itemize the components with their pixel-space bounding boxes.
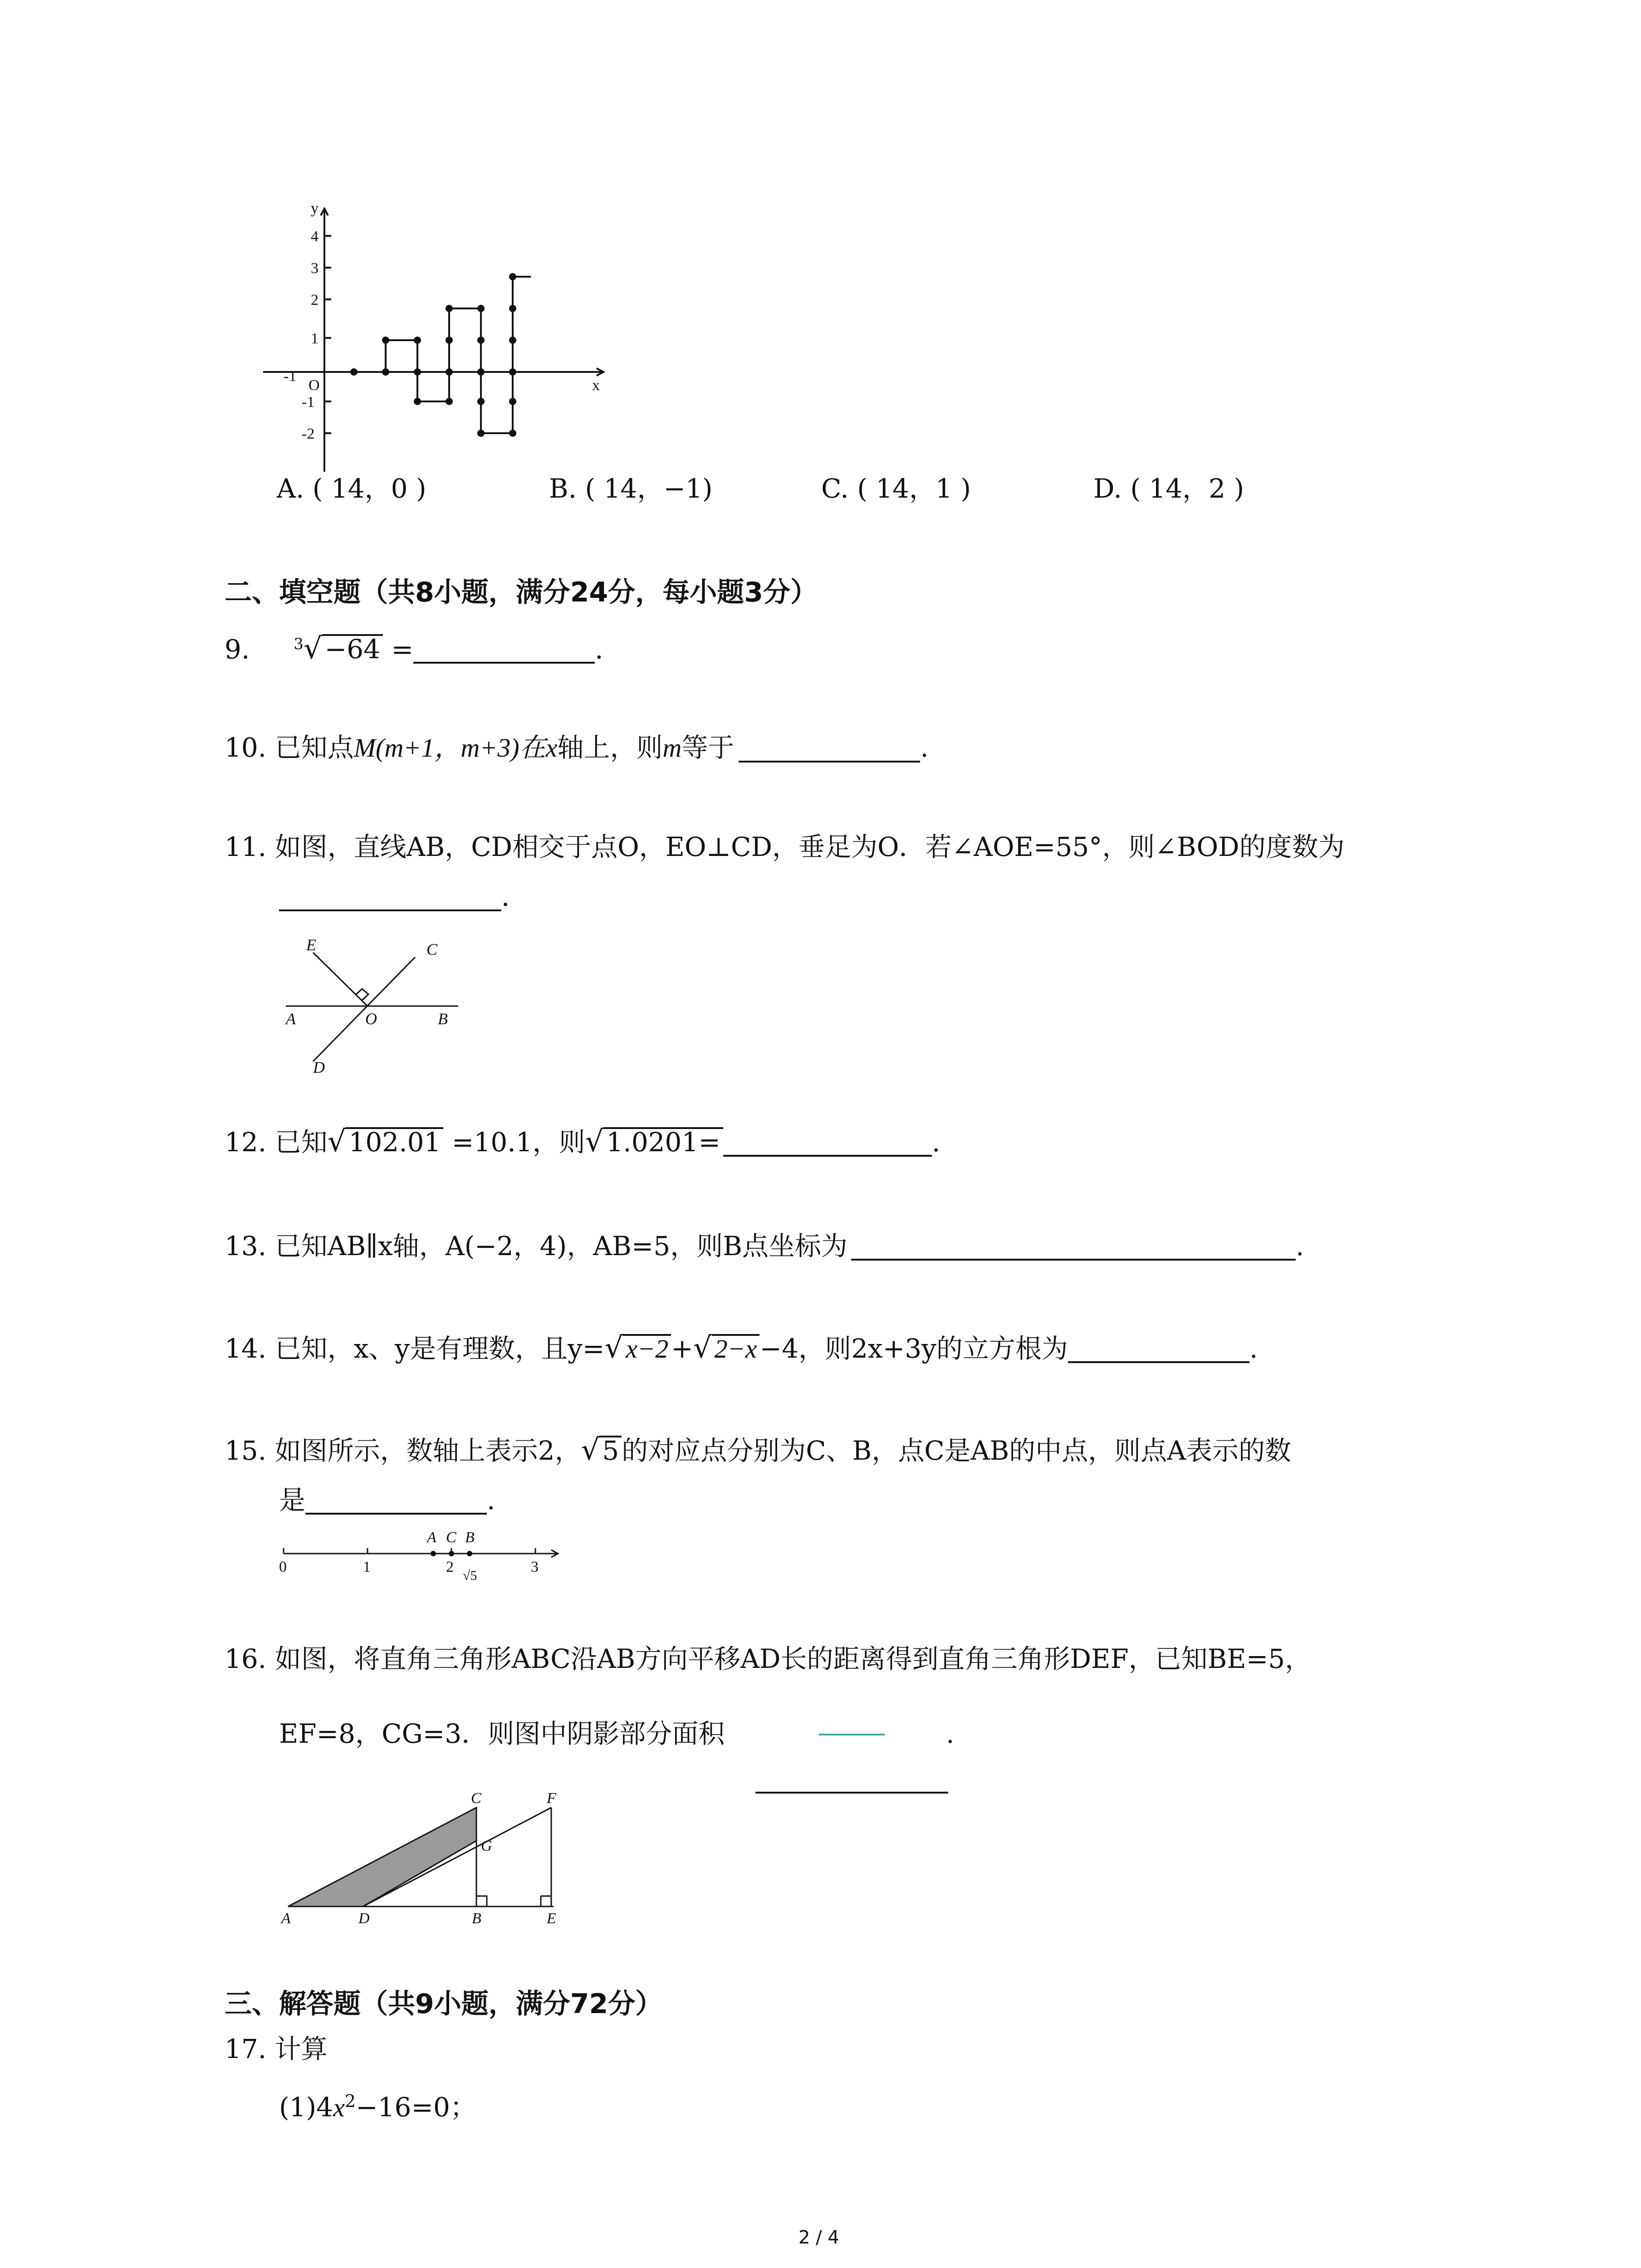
q16-end-mark: . — [946, 1718, 955, 1749]
text: =10.1，则 — [443, 1127, 585, 1158]
tick-label: 2 — [446, 1559, 454, 1575]
radicand: 5 — [599, 1436, 622, 1464]
answer-blank[interactable] — [755, 1792, 948, 1794]
end-mark: ． — [501, 881, 528, 912]
text: 如图所示，数轴上表示2， — [274, 1435, 581, 1466]
answer-blank[interactable] — [1068, 1337, 1249, 1363]
plus: + — [671, 1333, 693, 1364]
point-label: B — [465, 1529, 475, 1546]
var: x — [545, 733, 558, 763]
section-2-title: 二、填空题（共8小题，满分24分，每小题3分） — [225, 577, 818, 608]
section-3-title: 三、解答题（共9小题，满分72分） — [225, 1988, 663, 2020]
label-d: D — [313, 1058, 325, 1075]
answer-blank[interactable] — [413, 637, 595, 664]
text: 等于 — [681, 732, 735, 763]
question-16 — [225, 1644, 1311, 1673]
question-text: 已知AB∥x轴，A(−2，4)，AB=5，则B点坐标为 — [274, 1231, 847, 1261]
label-a: A — [286, 1010, 296, 1028]
question-text: 计算 — [274, 2033, 328, 2064]
radicand: 1.0201= — [603, 1127, 723, 1155]
q8-option-d — [1093, 474, 1244, 503]
radical-sign: √ — [585, 1125, 604, 1158]
question-9 — [225, 630, 603, 664]
text: 已知 — [274, 1127, 328, 1158]
question-text: EF=8，CG=3．则图中阴影部分面积 — [279, 1718, 725, 1749]
q8-option-a — [277, 474, 426, 503]
label-a: A — [281, 1910, 291, 1927]
label-o: O — [365, 1010, 377, 1028]
question-11-line2 — [279, 882, 528, 911]
label-b: B — [472, 1910, 481, 1927]
radical-sign: √ — [303, 632, 322, 666]
point-label: A — [427, 1529, 436, 1546]
label-b: B — [438, 1010, 448, 1028]
origin-label: O — [309, 377, 320, 394]
label-c: C — [426, 940, 438, 958]
y-tick: -2 — [302, 425, 315, 442]
exponent: 2 — [344, 2091, 356, 2111]
end-mark: . — [595, 634, 603, 665]
point-label: C — [446, 1529, 456, 1546]
radical-sign: √ — [604, 1331, 623, 1365]
option-letter: B. — [549, 473, 577, 504]
q8-option-c — [821, 474, 971, 503]
option-letter: A. — [277, 473, 304, 504]
answer-blank[interactable] — [739, 736, 920, 763]
text: 已知点 — [274, 732, 354, 763]
neg-x-tick: -1 — [284, 368, 297, 385]
tick-label: 0 — [279, 1559, 287, 1575]
question-11 — [225, 832, 1345, 861]
end-mark: . — [1249, 1333, 1258, 1364]
text: (1)4 — [279, 2092, 333, 2123]
label-e: E — [547, 1910, 556, 1927]
question-12 — [225, 1127, 940, 1157]
end-mark: . — [920, 732, 929, 763]
text: 是 — [279, 1485, 306, 1515]
answer-blank[interactable] — [851, 1234, 1296, 1261]
question-number: 9. — [225, 634, 250, 665]
question-number: 14. — [225, 1333, 267, 1364]
tick-label: 1 — [363, 1559, 371, 1575]
question-16-line2 — [279, 1719, 725, 1748]
q16-figure — [272, 1787, 572, 1932]
label-g: G — [481, 1838, 492, 1854]
var: x — [333, 2092, 345, 2122]
radical-sign: √ — [693, 1331, 712, 1365]
text: −4，则2x+3y的立方根为 — [759, 1333, 1068, 1364]
text: 轴上，则 — [557, 732, 663, 763]
question-10 — [225, 733, 929, 763]
radicand: x−2 — [623, 1334, 671, 1362]
option-letter: D. — [1093, 473, 1122, 504]
page-number: 2 / 4 — [798, 2227, 839, 2248]
point-name: M — [353, 733, 376, 763]
question-15-line2 — [279, 1486, 495, 1515]
end-mark: . — [931, 1127, 941, 1158]
question-number: 16. — [225, 1643, 267, 1674]
label-d: D — [358, 1910, 370, 1927]
question-17-part1 — [279, 2087, 476, 2122]
question-15 — [225, 1433, 1292, 1467]
question-17 — [225, 2034, 328, 2063]
question-number: 11. — [225, 831, 267, 862]
text: −16=0； — [356, 2092, 476, 2123]
radical-sign: √ — [327, 1125, 346, 1158]
question-number: 10. — [225, 732, 267, 763]
q15-number-line — [274, 1522, 569, 1585]
radicand: −64 — [322, 634, 383, 662]
y-tick: 1 — [311, 330, 318, 347]
radical-sign: √ — [581, 1433, 600, 1467]
option-value: ( 14，1 ) — [857, 473, 971, 504]
root-label: √5 — [463, 1568, 477, 1583]
question-13 — [225, 1232, 1304, 1261]
tick-label: 3 — [531, 1559, 539, 1575]
text: 的对应点分别为C、B，点C是AB的中点，则点A表示的数 — [622, 1435, 1292, 1466]
y-tick: 4 — [311, 228, 318, 245]
question-number: 12. — [225, 1127, 267, 1158]
y-axis-label: y — [311, 200, 318, 217]
radicand: 2−x — [712, 1334, 760, 1362]
option-value: ( 14，0 ) — [312, 473, 426, 504]
teal-mark — [819, 1734, 885, 1735]
question-number: 13. — [225, 1231, 267, 1261]
y-tick: 2 — [311, 292, 318, 308]
question-text: 如图，将直角三角形ABC沿AB方向平移AD长的距离得到直角三角形DEF，已知BE=5， — [274, 1643, 1312, 1674]
end-mark: . — [1295, 1231, 1304, 1261]
label-c: C — [471, 1790, 481, 1807]
radicand: 102.01 — [346, 1127, 443, 1155]
text: 已知，x、y是有理数，且y= — [274, 1333, 605, 1364]
q8-step-graph — [259, 200, 612, 481]
option-value: ( 14，−1) — [585, 473, 713, 504]
option-letter: C. — [821, 473, 849, 504]
answer-blank[interactable] — [305, 1488, 487, 1515]
q11-figure — [277, 925, 467, 1075]
var: m — [662, 733, 682, 763]
end-mark: . — [487, 1485, 495, 1515]
x-axis-label: x — [592, 377, 600, 394]
question-text: 如图，直线AB，CD相交于点O，EO⊥CD，垂足为O．若∠AOE=55°，则∠BOD的度数为 — [274, 831, 1345, 862]
y-tick: 3 — [311, 260, 318, 277]
question-number: 15. — [225, 1435, 267, 1466]
option-value: ( 14，2 ) — [1130, 473, 1244, 504]
text: (m+1，m+3)在 — [376, 733, 546, 763]
root-index: 3 — [294, 635, 304, 653]
answer-blank[interactable] — [279, 885, 501, 911]
question-number: 17. — [225, 2033, 267, 2064]
answer-blank[interactable] — [723, 1130, 932, 1157]
label-e: E — [306, 936, 316, 954]
q8-option-b — [549, 474, 713, 503]
label-f: F — [547, 1790, 556, 1807]
y-tick: -1 — [302, 394, 315, 411]
equals: = — [383, 634, 414, 665]
question-14 — [225, 1331, 1258, 1365]
